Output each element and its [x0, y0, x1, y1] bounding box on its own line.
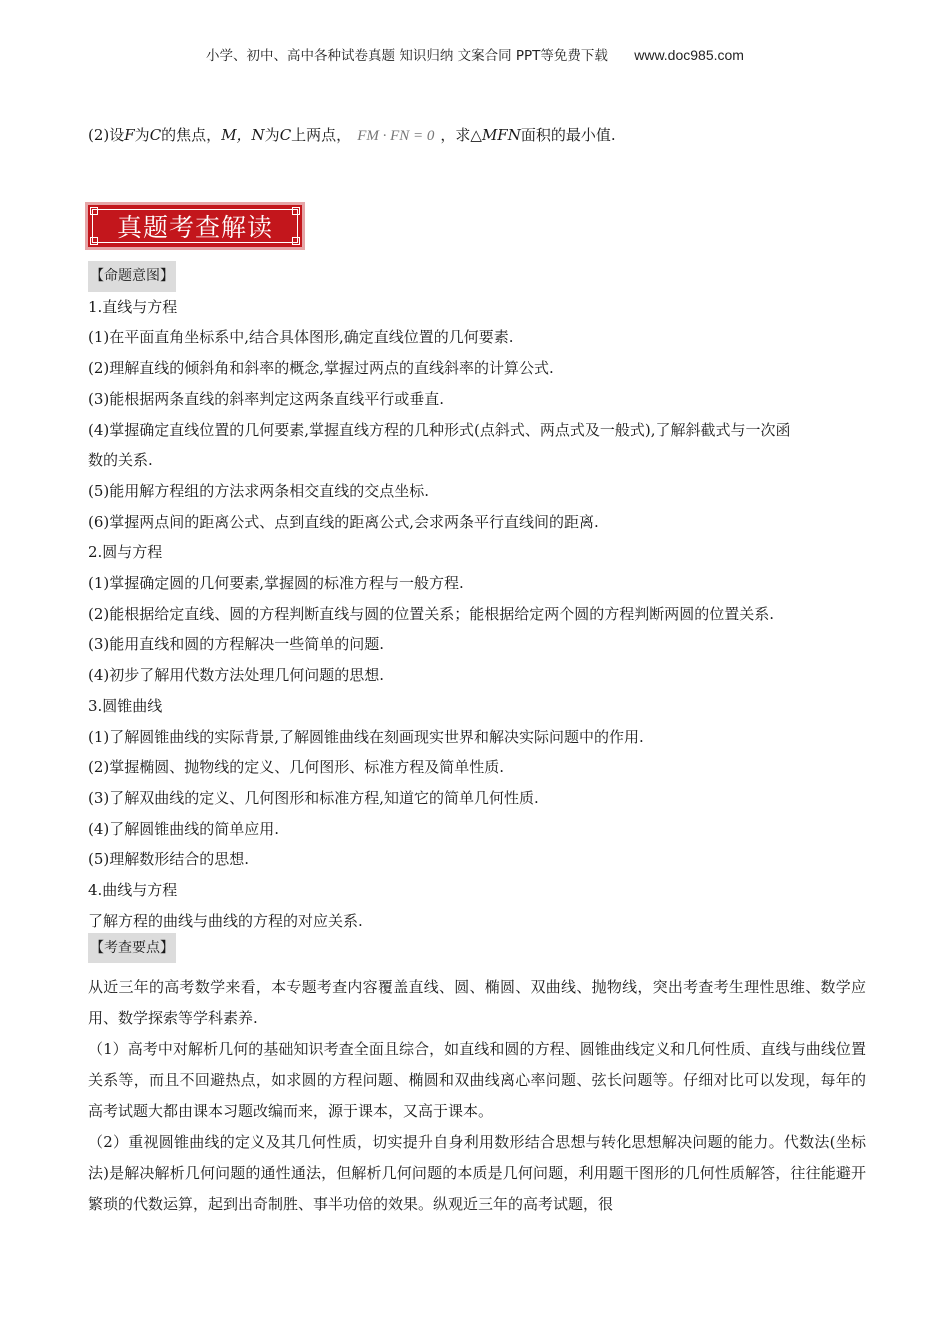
points-paragraph: 从近三年的高考数学来看，本专题考查内容覆盖直线、圆、椭圆、双曲线、抛物线，突出考查考生理性思维、数学应用、数学探索等学科素养. [88, 978, 866, 1027]
banner-title: 真题考查解读 [92, 209, 298, 243]
intent-line: (2)能根据给定直线、圆的方程判断直线与圆的位置关系；能根据给定两个圆的方程判断两圆的位置关系. [88, 604, 775, 623]
intent-line: 数的关系. [88, 451, 153, 470]
intent-line: (6)掌握两点间的距离公式、点到直线的距离公式,会求两条平行直线间的距离. [88, 512, 599, 531]
problem-text-6: 面积的最小值. [520, 126, 616, 144]
intent-tag: 【命题意图】 [88, 261, 176, 292]
intent-line: (2)理解直线的倾斜角和斜率的概念,掌握过两点的直线斜率的计算公式. [88, 359, 554, 378]
points-tag: 【考查要点】 [88, 933, 176, 963]
var-mn: M，N [221, 126, 265, 144]
intent-line: (3)能根据两条直线的斜率判定这两条直线平行或垂直. [88, 389, 445, 408]
section-banner [85, 202, 305, 250]
var-c-2: C [279, 126, 292, 144]
header-url[interactable]: www.doc985.com [634, 47, 744, 63]
intent-line: (1)了解圆锥曲线的实际背景,了解圆锥曲线在刻画现实世界和解决实际问题中的作用. [88, 727, 644, 746]
var-c: C [149, 126, 162, 144]
var-mfn: MFN [481, 126, 521, 144]
intent-line: (5)能用解方程组的方法求两条相交直线的交点坐标. [88, 481, 430, 500]
intent-line: (1)在平面直角坐标系中,结合具体图形,确定直线位置的几何要素. [88, 328, 514, 347]
intent-line: (5)理解数形结合的思想. [88, 850, 250, 869]
points-paragraph: （1）高考中对解析几何的基础知识考查全面且综合，如直线和圆的方程、圆锥曲线定义和几何性质、直线与曲线位置关系等，而且不回避热点，如求圆的方程问题、椭圆和双曲线离心率问题、弦长问题等。仔细对比可以发现，每年的高考试题大都由课本习题改编而来，源于课本，又高于课本。 [88, 1040, 866, 1120]
points-paragraph: （2）重视圆锥曲线的定义及其几何性质，切实提升自身利用数形结合思想与转化思想解决问题的能力。代数法(坐标法)是解决解析几何问题的通性通法，但解析几何问题的本质是几何问题，利用题干图形的几何性质解答，往往能避开繁琐的代数运算，起到出奇制胜、事半功倍的效果。纵观近三年的高考试题，很 [88, 1133, 866, 1213]
intent-line: 2.圆与方程 [88, 543, 163, 562]
problem-text-2: 的焦点， [161, 126, 222, 144]
problem-statement [88, 124, 868, 145]
intent-line: (2)掌握椭圆、抛物线的定义、几何图形、标准方程及简单性质. [88, 758, 505, 777]
dot-product-formula: FM · FN = 0 [357, 128, 435, 144]
intent-line: 3.圆锥曲线 [88, 696, 163, 715]
intent-line: (1)掌握确定圆的几何要素,掌握圆的标准方程与一般方程. [88, 574, 464, 593]
intent-line: 4.曲线与方程 [88, 881, 178, 900]
intent-line: (4)掌握确定直线位置的几何要素,掌握直线方程的几种形式(点斜式、两点式及一般式),了解斜截式与一次函 [88, 420, 791, 439]
problem-text-4: 上两点， [291, 126, 352, 144]
intent-section [88, 260, 868, 936]
problem-text-3: 为 [264, 126, 280, 144]
var-f: F [124, 126, 135, 144]
problem-text-5: ，求△ [440, 126, 482, 144]
points-section [88, 972, 866, 1220]
header-text: 小学、初中、高中各种试卷真题 知识归纳 文案合同 PPT等免费下载 [206, 48, 608, 64]
intent-line: (4)初步了解用代数方法处理几何问题的思想. [88, 666, 385, 685]
intent-line: (3)了解双曲线的定义、几何图形和标准方程,知道它的简单几何性质. [88, 788, 539, 807]
page-header [0, 44, 950, 64]
intent-line: (4)了解圆锥曲线的简单应用. [88, 819, 280, 838]
intent-line: 了解方程的曲线与曲线的方程的对应关系. [88, 911, 363, 930]
problem-text-1: 为 [134, 126, 150, 144]
problem-prefix: (2)设 [88, 126, 125, 144]
points-tag-row [88, 932, 868, 963]
intent-line: (3)能用直线和圆的方程解决一些简单的问题. [88, 635, 385, 654]
intent-line: 1.直线与方程 [88, 297, 178, 316]
